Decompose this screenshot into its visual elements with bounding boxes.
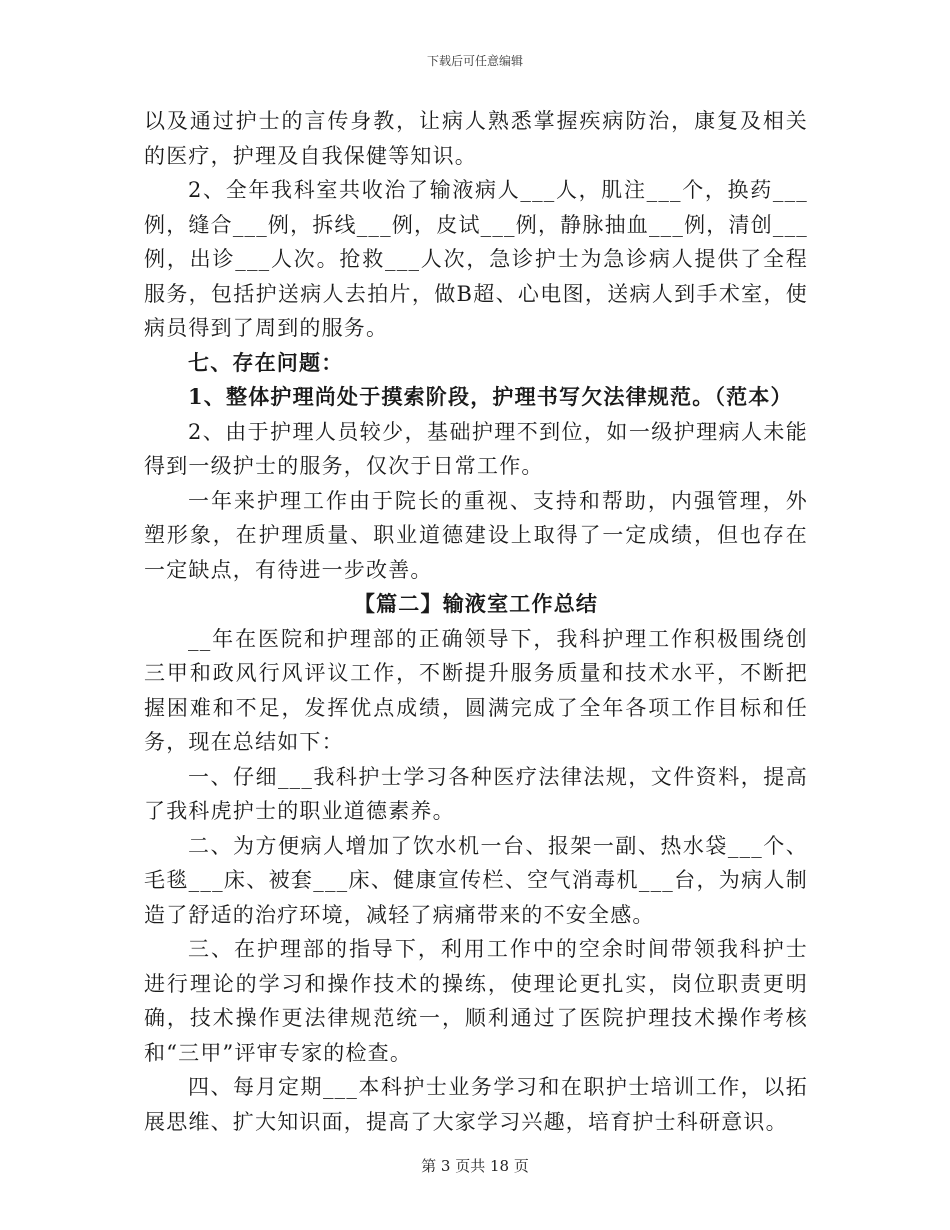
section-heading-problems: 七、存在问题：	[188, 349, 344, 375]
problem-item-2: 2、由于护理人员较少，基础护理不到位，如一级护理病人未能得到一级护士的服务，仅次于日常工作。	[144, 419, 808, 478]
paragraph-intro: __年在医院和护理部的正确领导下，我科护理工作积极围绕创三甲和政风行风评议工作，不断提升服务质量和技术水平，不断把握困难和不足，发挥优点成绩，圆满完成了全年各项工作目标和任务，现在总结如下：	[144, 626, 808, 754]
paragraph-item-1: 一、仔细___我科护士学习各种医疗法律法规，文件资料，提高了我科虎护士的职业道德素养。	[144, 764, 808, 823]
paragraph-item-2: 二、为方便病人增加了饮水机一台、报架一副、热水袋___个、毛毯___床、被套___床、健康宣传栏、空气消毒机___台，为病人制造了舒适的治疗环境，减轻了病痛带来的不安全感。	[144, 833, 808, 927]
page-footer: 第 3 页共 18 页	[421, 1157, 529, 1175]
document-body	[144, 104, 808, 1139]
paragraph-statistics: 2、全年我科室共收治了输液病人___人，肌注___个，换药___例，缝合___例，拆线___例，皮试___例，静脉抽血___例，清创___例，出诊___人次。抢救___人次，急诊护士为急诊病人提供了全程服务，包括护送病人去拍片，做B超、心电图，送病人到手术室，使病员得到了周到的服务。	[144, 178, 808, 340]
chapter-title: 【篇二】输液室工作总结	[353, 591, 599, 616]
paragraph-continuation: 以及通过护士的言传身教，让病人熟悉掌握疾病防治，康复及相关的医疗，护理及自我保健等知识。	[144, 109, 808, 168]
paragraph-year-summary: 一年来护理工作由于院长的重视、支持和帮助，内强管理，外塑形象，在护理质量、职业道德建设上取得了一定成绩，但也存在一定缺点，有待进一步改善。	[144, 488, 808, 582]
page-header: 下载后可任意编辑	[426, 54, 523, 68]
paragraph-item-4: 四、每月定期___本科护士业务学习和在职护士培训工作，以拓展思维、扩大知识面，提高了大家学习兴趣，培育护士科研意识。	[144, 1075, 808, 1134]
problem-item-1: 1、整体护理尚处于摸索阶段，护理书写欠法律规范。（范本）	[188, 384, 793, 409]
paragraph-item-3: 三、在护理部的指导下，利用工作中的空余时间带领我科护士进行理论的学习和操作技术的操练，使理论更扎实，岗位职责更明确，技术操作更法律规范统一，顺利通过了医院护理技术操作考核和“三甲”评审专家的检查。	[144, 937, 808, 1065]
